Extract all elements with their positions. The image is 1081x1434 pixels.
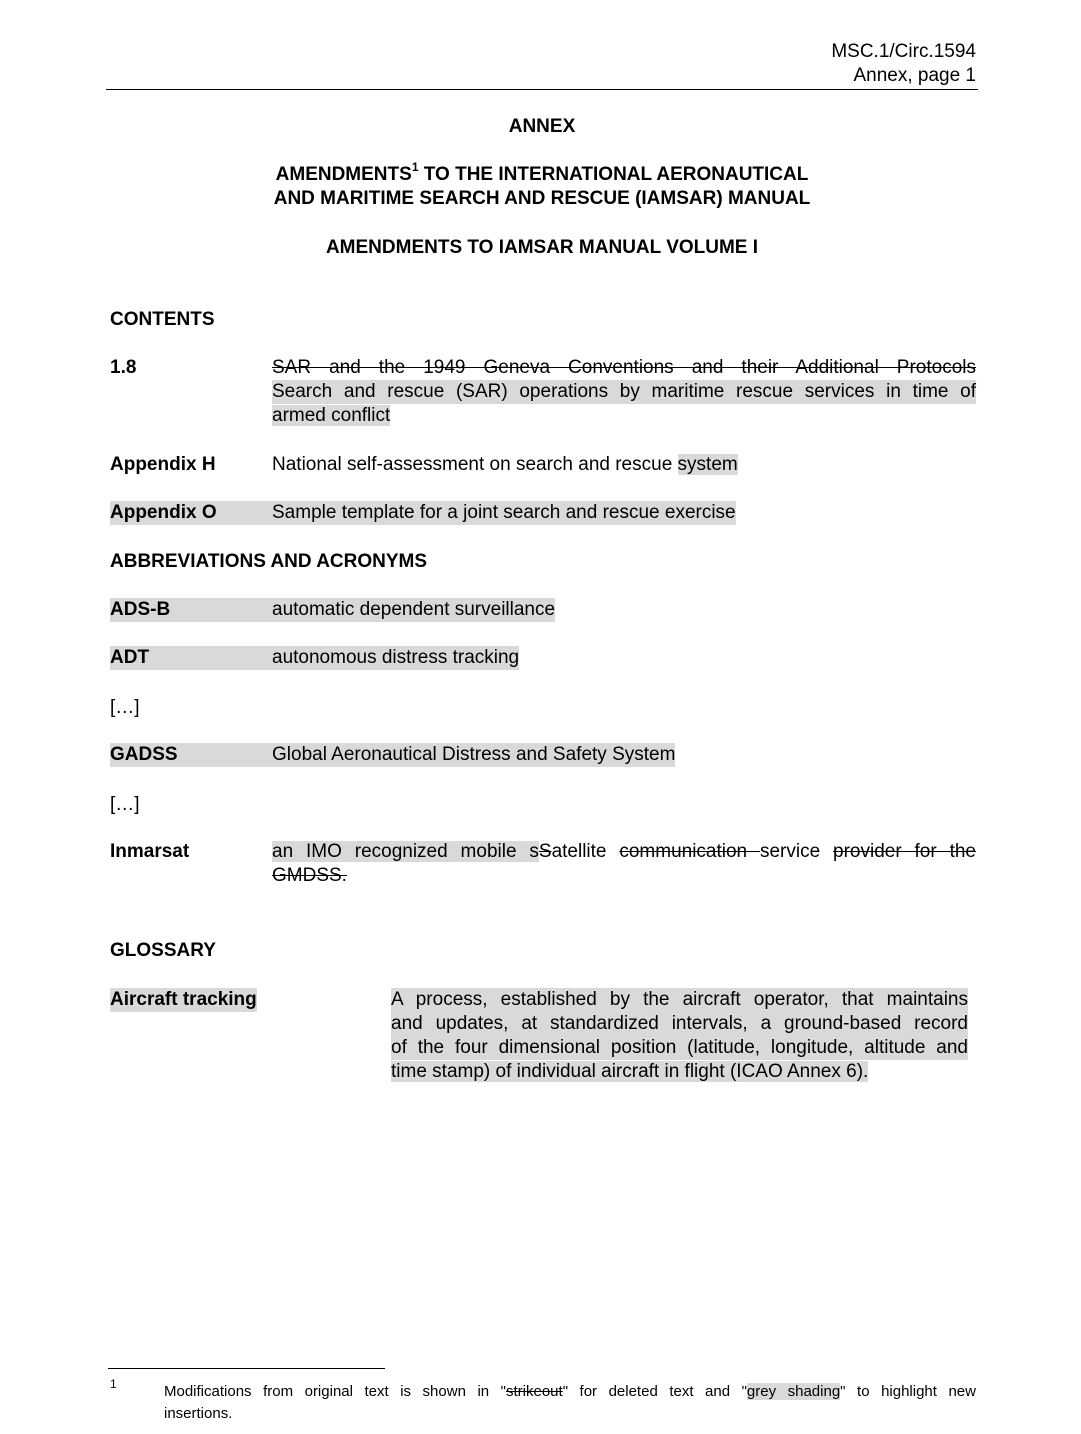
glossary-term-aircraft-tracking: Aircraft tracking [110, 989, 257, 1010]
abbr-inmarsat-line1: an IMO recognized mobile sSatellite communication service provider for the [272, 841, 976, 862]
grey-shading-example: grey shading [746, 1383, 841, 1400]
footnote-text-line2: insertions. [164, 1405, 233, 1422]
abbr-inmarsat-line2: GMDSS. [272, 865, 347, 886]
volume-title: AMENDMENTS TO IAMSAR MANUAL VOLUME I [325, 237, 759, 258]
page-label: Annex, page 1 [853, 65, 976, 86]
contents-item-1-8-label: 1.8 [110, 357, 137, 378]
contents-appendix-h-text: National self-assessment on search and rescue system [272, 454, 738, 475]
contents-item-1-8-inserted-2: armed conflict [272, 405, 391, 426]
contents-item-1-8-deleted: SAR and the 1949 Geneva Conventions and their Additional Protocols [272, 357, 976, 378]
header-rule [106, 89, 978, 90]
abbr-gadss-text: Global Aeronautical Distress and Safety System [272, 744, 676, 765]
glossary-definition-line1: A process, established by the aircraft operator, that maintains [391, 989, 968, 1010]
main-title-line1: AMENDMENTS$^1$ TO THE INTERNATIONAL AERONAUTICAL [275, 159, 809, 185]
abbr-gadss-label: GADSS [110, 743, 272, 767]
abbr-adt-text: autonomous distress tracking [272, 647, 520, 668]
abbreviations-heading: ABBREVIATIONS AND ACRONYMS [110, 551, 428, 572]
glossary-definition-line3: of the four dimensional position (latitude, longitude, altitude and [391, 1037, 968, 1058]
annex-title: ANNEX [508, 116, 576, 137]
contents-appendix-h-label: Appendix H [110, 454, 216, 475]
abbr-adt-label: ADT [110, 646, 272, 670]
footnote-ref[interactable]: 1 [411, 159, 419, 174]
ellipsis-1: […] [110, 697, 140, 718]
abbr-adsb-text: automatic dependent surveillance [272, 599, 556, 620]
ellipsis-2: […] [110, 794, 140, 815]
glossary-definition-line4: time stamp) of individual aircraft in flight (ICAO Annex 6). [391, 1061, 869, 1082]
abbr-adsb-label: ADS-B [110, 598, 272, 622]
contents-appendix-o-text: Sample template for a joint search and rescue exercise [272, 502, 736, 523]
glossary-definition-line2: and updates, at standardized intervals, a ground-based record [391, 1013, 968, 1034]
footnote-text-line1: Modifications from original text is shown in "strikeout" for deleted text and "grey shading" to highlight new [164, 1383, 976, 1400]
glossary-heading: GLOSSARY [110, 940, 216, 961]
footnote-number: 1 [110, 1377, 117, 1391]
strikeout-example: strikeout [505, 1383, 563, 1400]
contents-heading: CONTENTS [110, 309, 215, 330]
contents-appendix-o-label: Appendix O [110, 501, 272, 525]
contents-item-1-8-inserted-1: Search and rescue (SAR) operations by maritime rescue services in time of [272, 381, 976, 402]
footnote-rule [108, 1368, 385, 1369]
appendix-h-inserted: system [677, 454, 738, 475]
document-reference: MSC.1/Circ.1594 [831, 41, 976, 62]
main-title-line2: AND MARITIME SEARCH AND RESCUE (IAMSAR) MANUAL [273, 188, 811, 209]
abbr-inmarsat-label: Inmarsat [110, 841, 190, 862]
